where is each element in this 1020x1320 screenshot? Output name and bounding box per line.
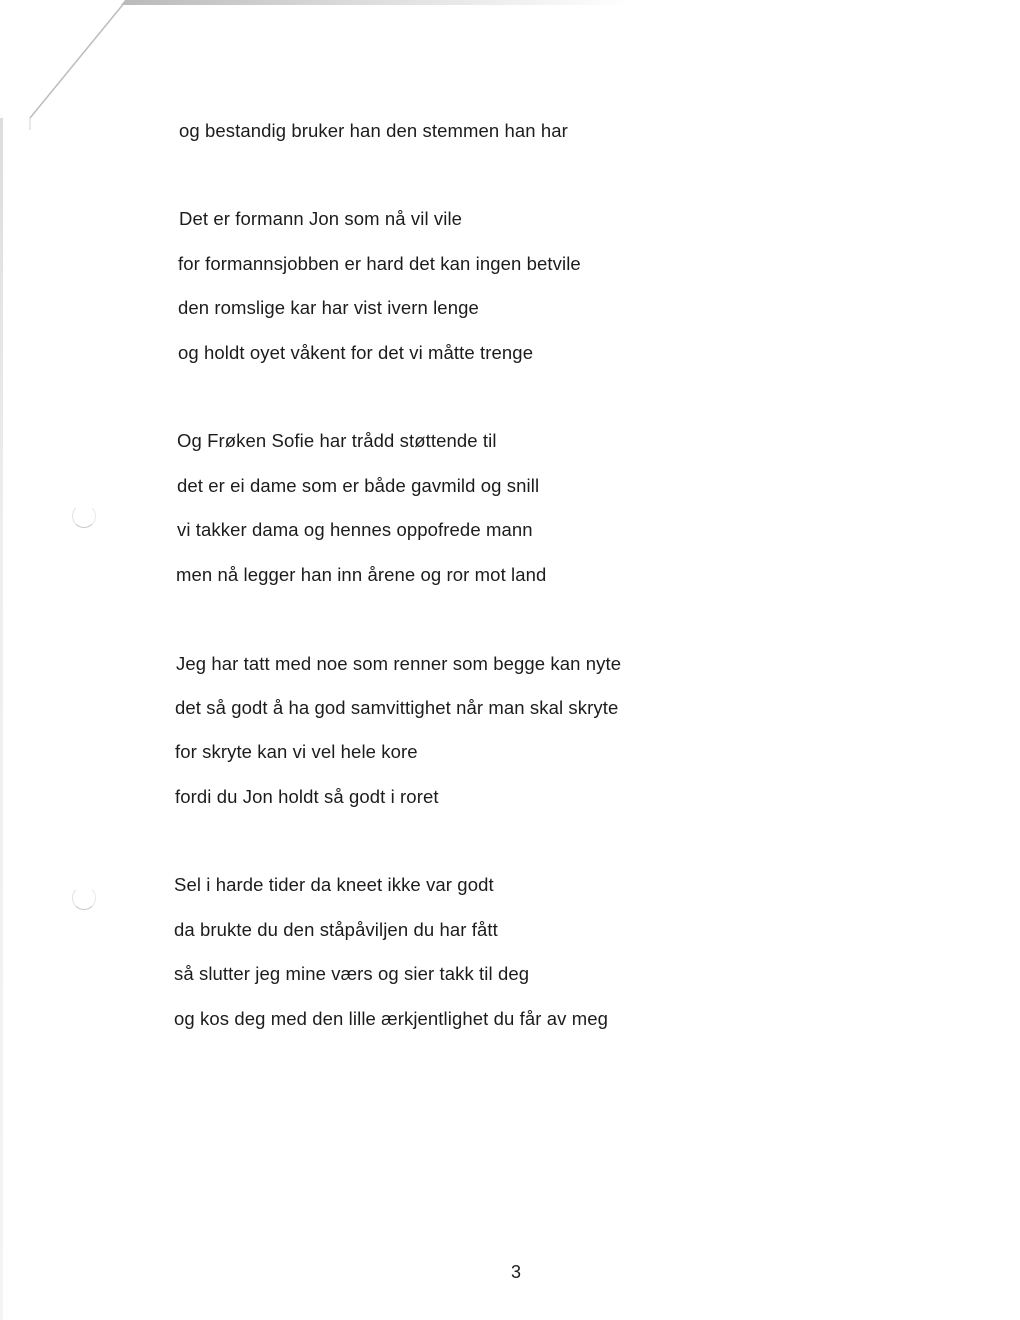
poem-line: Sel i harde tider da kneet ikke var godt xyxy=(174,874,494,895)
page-number: 3 xyxy=(511,1262,522,1282)
poem-line: Jeg har tatt med noe som renner som begge kan nyte xyxy=(176,653,622,674)
poem-line: men nå legger han inn årene og ror mot land xyxy=(176,564,547,585)
poem-line: det så godt å ha god samvittighet når man skal skryte xyxy=(175,697,619,718)
poem-line: Og Frøken Sofie har trådd støttende til xyxy=(177,430,497,451)
poem-line: så slutter jeg mine værs og sier takk til deg xyxy=(174,963,530,984)
poem-line: fordi du Jon holdt så godt i roret xyxy=(175,786,439,807)
poem-line: det er ei dame som er både gavmild og snill xyxy=(177,475,540,496)
poem-line: vi takker dama og hennes oppofrede mann xyxy=(177,519,533,540)
poem-line: og kos deg med den lille ærkjentlighet du får av meg xyxy=(174,1008,609,1029)
poem-line: da brukte du den ståpåviljen du har fått xyxy=(174,919,498,940)
poem-line: for formannsjobben er hard det kan ingen betvile xyxy=(178,253,581,274)
poem-line: og bestandig bruker han den stemmen han har xyxy=(179,120,568,141)
poem-line: den romslige kar har vist ivern lenge xyxy=(178,297,479,318)
poem-line: og holdt oyet våkent for det vi måtte trenge xyxy=(178,342,534,363)
poem-line: for skryte kan vi vel hele kore xyxy=(175,741,418,762)
poem-line: Det er formann Jon som nå vil vile xyxy=(179,208,463,229)
